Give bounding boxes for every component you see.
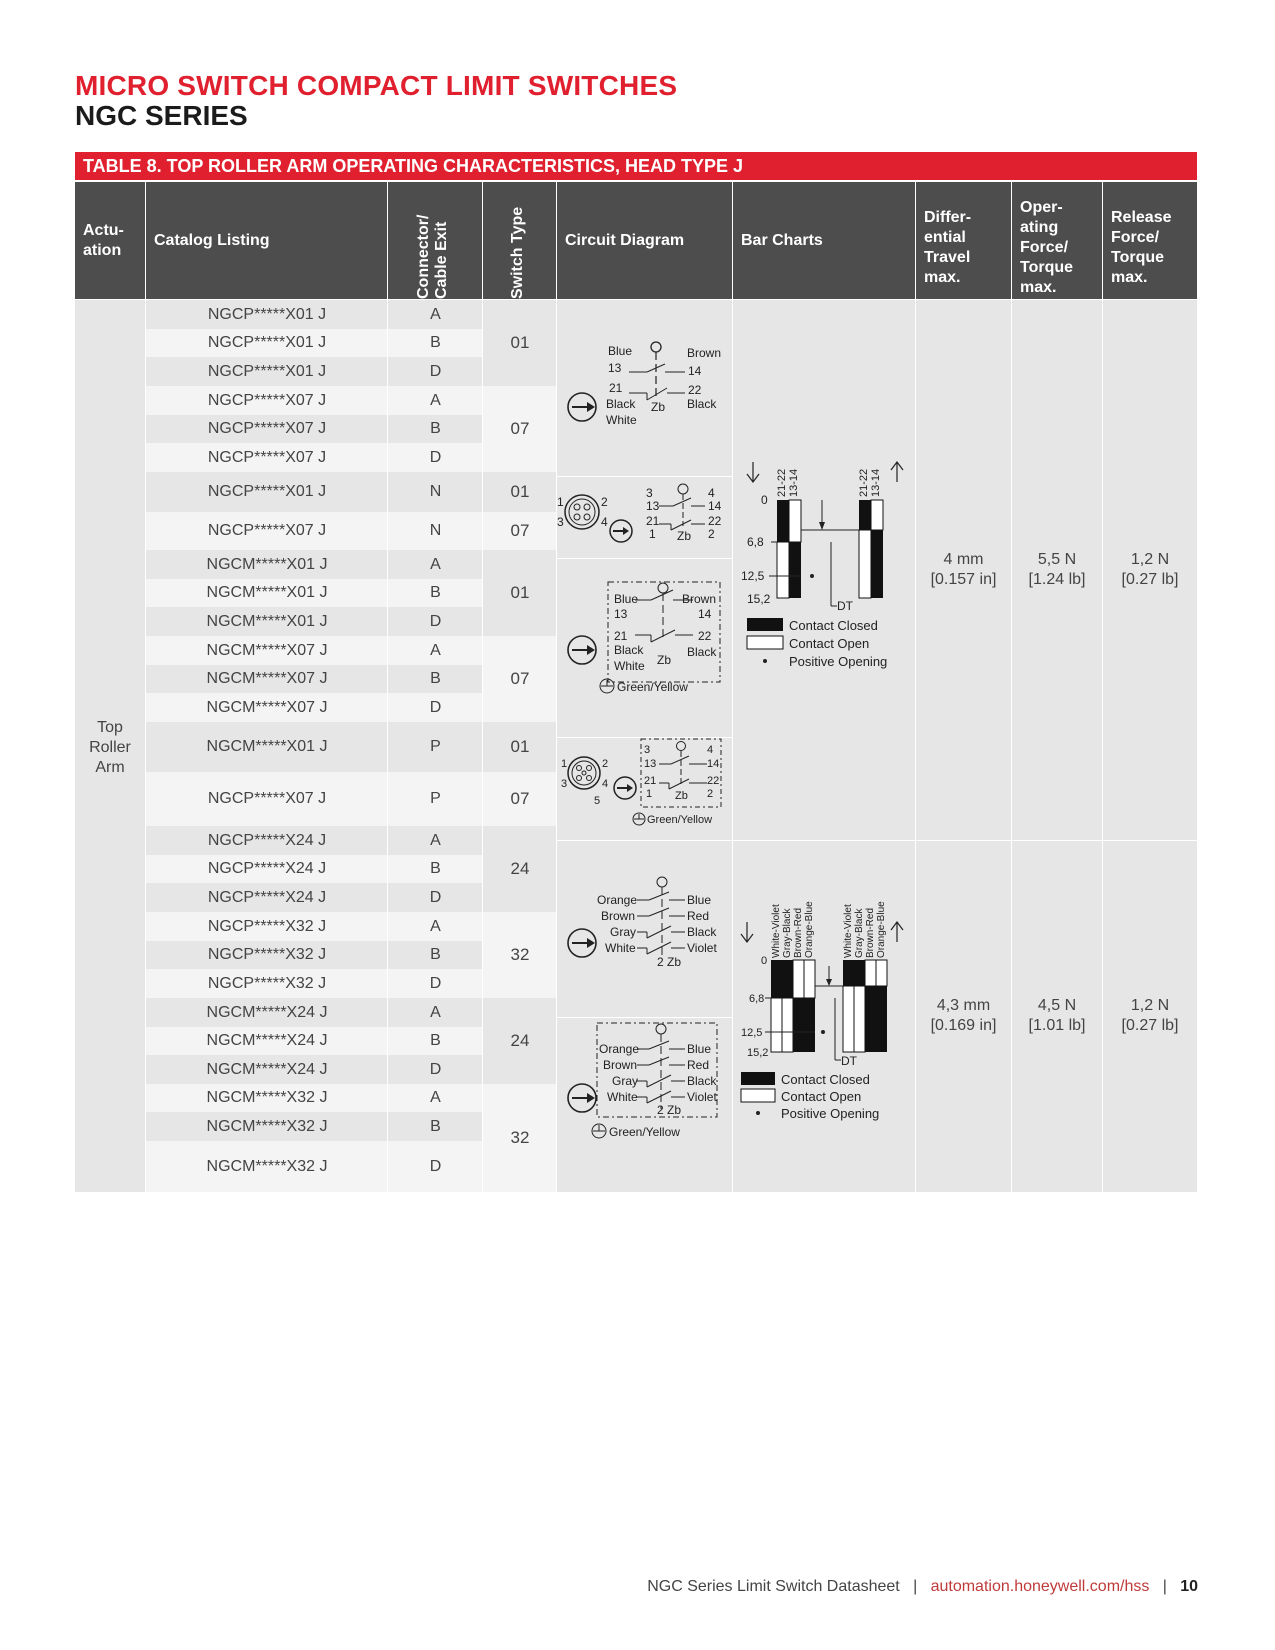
catalog-listing: NGCM*****X24 J — [206, 1060, 328, 1078]
catalog-listing: NGCP*****X07 J — [207, 391, 327, 409]
legend-closed-swatch — [747, 618, 783, 631]
release-g2-imperial: [0.27 lb] — [1121, 1017, 1179, 1034]
label-black: Black — [687, 1074, 717, 1088]
label-2zb: 2 Zb — [657, 955, 682, 969]
switch-type-value: 24 — [510, 1031, 530, 1050]
label-13: 13 — [646, 499, 660, 513]
col-header-circuit — [557, 182, 732, 299]
label-22: 22 — [698, 629, 712, 643]
switch-type-value: 01 — [510, 583, 530, 602]
diff-g2-imperial: [0.169 in] — [930, 1017, 997, 1034]
pin-3: 3 — [557, 515, 564, 529]
diff-g2-metric: 4,3 mm — [936, 997, 991, 1014]
catalog-listing: NGCP*****X01 J — [207, 483, 327, 500]
col-header-release — [1103, 182, 1197, 299]
page-subtitle: NGC SERIES — [75, 100, 248, 131]
footer-sep-2: | — [1162, 1578, 1167, 1595]
catalog-listing: NGCM*****X01 J — [206, 584, 328, 601]
catalog-listing: NGCM*****X32 J — [206, 1157, 328, 1175]
actuation-line1: Top — [97, 719, 123, 736]
label-white-violet-b: White-Violet — [843, 904, 854, 958]
col-header-actuation — [75, 182, 145, 299]
label-black: Black — [606, 397, 636, 411]
connector-code: D — [429, 448, 442, 466]
connector-code: D — [429, 1157, 442, 1175]
col-header-diff-l2: ential — [924, 228, 966, 246]
col-header-diff-l3: Travel — [924, 248, 971, 266]
connector-icon — [565, 495, 599, 529]
switch-type-value: 32 — [510, 1128, 530, 1147]
label-green-yellow: Green/Yellow — [647, 814, 713, 826]
separator — [1102, 300, 1103, 1192]
label-green-yellow: Green/Yellow — [609, 1125, 680, 1139]
label-21: 21 — [646, 514, 660, 528]
label-orange: Orange — [599, 1042, 640, 1056]
actuation-value — [75, 718, 145, 778]
oper-g1-imperial: [1.24 lb] — [1028, 571, 1086, 588]
legend-positive: Positive Opening — [781, 1106, 880, 1121]
connector-code: P — [430, 790, 441, 807]
connector-code: D — [429, 612, 442, 630]
connector-code: B — [430, 670, 441, 687]
col-header-catalog — [146, 182, 387, 299]
pin-4: 4 — [601, 515, 608, 529]
tick-15-2: 15,2 — [747, 592, 771, 606]
label-violet: Violet — [687, 1090, 717, 1104]
pin-2: 2 — [601, 495, 608, 509]
col-header-catalog-label: Catalog Listing — [154, 231, 270, 249]
release-force-group2 — [1103, 996, 1197, 1036]
label-21-22: 21-22 — [776, 468, 788, 497]
catalog-listing: NGCP*****X07 J — [207, 448, 327, 466]
legend-positive: Positive Opening — [789, 654, 888, 669]
catalog-listing: NGCP*****X32 J — [207, 974, 327, 992]
col-header-oper-l4: Torque — [1020, 258, 1074, 276]
col-header-connector-l2: Cable Exit — [433, 221, 450, 299]
separator — [145, 300, 146, 1192]
label-13-14-b: 13-14 — [870, 468, 882, 497]
label-zb: Zb — [651, 400, 666, 414]
label-1: 1 — [649, 527, 656, 541]
label-brown: Brown — [601, 909, 636, 923]
label-zb: Zb — [657, 653, 672, 667]
label-3: 3 — [644, 744, 651, 756]
col-header-diff — [916, 182, 1011, 299]
label-white-violet: White-Violet — [771, 904, 782, 958]
label-gray: Gray — [612, 1074, 639, 1088]
connector-code: P — [430, 738, 441, 755]
catalog-listing: NGCM*****X24 J — [206, 1003, 328, 1021]
connector-code: A — [430, 641, 441, 659]
switch-type-value: 24 — [510, 859, 530, 878]
label-black: Black — [687, 925, 717, 939]
col-header-circuit-label: Circuit Diagram — [565, 231, 685, 249]
col-header-actuation-l2: ation — [83, 241, 122, 259]
connector-code: B — [430, 334, 441, 351]
separator — [482, 300, 483, 1192]
pin-1: 1 — [561, 758, 568, 770]
legend-positive-dot — [756, 1111, 760, 1115]
bar-closed — [777, 500, 789, 542]
bar-open — [777, 542, 789, 598]
circuit-diagram-cable-01-07 — [557, 300, 732, 476]
catalog-listing: NGCP*****X24 J — [207, 860, 327, 877]
catalog-listing: NGCP*****X01 J — [207, 362, 327, 380]
bar-open — [859, 530, 871, 598]
label-brown: Brown — [603, 1058, 638, 1072]
col-header-bar — [733, 182, 915, 299]
connector-code: D — [429, 698, 442, 716]
col-header-connector — [388, 182, 482, 299]
catalog-listing: NGCM*****X07 J — [206, 698, 328, 716]
label-14: 14 — [688, 364, 702, 378]
col-header-release-l2: Force/ — [1111, 228, 1160, 246]
label-13: 13 — [608, 361, 622, 375]
connector-code: B — [430, 1117, 441, 1135]
col-header-release-l3: Torque — [1111, 248, 1165, 266]
connector-code: B — [430, 1032, 441, 1049]
col-header-switch-type-label: Switch Type — [508, 206, 526, 299]
pin-5: 5 — [594, 795, 601, 807]
bar-closed — [871, 530, 883, 598]
circuit-diagram-cable-24-32 — [557, 840, 732, 1017]
separator — [1011, 300, 1012, 1192]
connector-code: D — [429, 1060, 442, 1078]
label-black-2: Black — [687, 397, 717, 411]
legend-open-swatch — [747, 636, 783, 649]
circuit-diagram-connector-n — [557, 476, 732, 558]
pin-4: 4 — [602, 778, 609, 790]
label-gray-black-b: Gray-Black — [854, 908, 865, 958]
footer-doc-title: NGC Series Limit Switch Datasheet — [647, 1578, 900, 1595]
catalog-listing: NGCP*****X07 J — [207, 522, 327, 539]
label-14: 14 — [708, 499, 722, 513]
switch-type-value: 01 — [510, 333, 530, 352]
label-21: 21 — [644, 775, 657, 787]
label-14: 14 — [707, 758, 720, 770]
label-22: 22 — [707, 775, 720, 787]
pin-1: 1 — [557, 495, 564, 509]
label-black: Black — [614, 643, 644, 657]
label-13: 13 — [644, 758, 657, 770]
diff-travel-group1 — [916, 550, 1011, 590]
tick-0: 0 — [761, 493, 768, 507]
bar-open — [871, 500, 883, 530]
connector-code: B — [430, 946, 441, 963]
bar-open — [789, 500, 801, 542]
catalog-listing: NGCM*****X01 J — [206, 738, 328, 755]
legend-closed: Contact Closed — [781, 1072, 870, 1087]
label-brown-red-b: Brown-Red — [865, 907, 876, 958]
catalog-listing: NGCP*****X24 J — [207, 888, 327, 906]
label-orange-blue-b: Orange-Blue — [876, 901, 887, 958]
catalog-listing: NGCM*****X24 J — [206, 1032, 328, 1049]
switch-type-value: 32 — [510, 945, 530, 964]
col-header-oper-l1: Oper- — [1020, 198, 1063, 216]
label-22: 22 — [708, 514, 722, 528]
connector-code: A — [430, 555, 441, 573]
page-title: MICRO SWITCH COMPACT LIMIT SWITCHES — [75, 70, 678, 101]
connector-code: A — [430, 1003, 441, 1021]
connector-code: B — [430, 584, 441, 601]
diff-travel-group2 — [916, 996, 1011, 1036]
col-header-diff-l4: max. — [924, 268, 961, 286]
label-blue: Blue — [614, 592, 639, 606]
pin-3: 3 — [561, 778, 568, 790]
label-blue: Blue — [687, 893, 712, 907]
col-header-diff-l1: Differ- — [924, 208, 972, 226]
tick-0: 0 — [761, 955, 768, 967]
connector-icon — [568, 757, 600, 789]
col-header-release-l4: max. — [1111, 268, 1148, 286]
catalog-listing: NGCM*****X32 J — [206, 1089, 328, 1106]
catalog-listing: NGCP*****X01 J — [207, 305, 327, 323]
label-zb: Zb — [675, 790, 688, 802]
release-force-group1 — [1103, 550, 1197, 590]
label-13: 13 — [614, 607, 628, 621]
tick-12-5: 12,5 — [741, 569, 765, 583]
catalog-listing: NGCP*****X32 J — [207, 917, 327, 935]
legend-open: Contact Open — [789, 636, 870, 651]
tick-12-5: 12,5 — [741, 1027, 763, 1039]
label-2: 2 — [707, 788, 714, 800]
switch-type-value: 01 — [510, 737, 530, 756]
release-g1-imperial: [0.27 lb] — [1121, 571, 1179, 588]
connector-code: B — [430, 860, 441, 877]
label-blue: Blue — [687, 1042, 712, 1056]
release-g1-metric: 1,2 N — [1130, 551, 1170, 568]
connector-code: A — [430, 917, 441, 935]
circuit-diagram-ground-01-07 — [557, 558, 732, 737]
oper-force-group2 — [1012, 996, 1102, 1036]
label-brown: Brown — [687, 346, 722, 360]
label-gray-black: Gray-Black — [782, 908, 793, 958]
actuation-line2: Roller — [89, 739, 131, 756]
footer-link[interactable]: automation.honeywell.com/hss — [930, 1578, 1150, 1595]
bar-closed — [859, 500, 871, 530]
col-header-actuation-l1: Actu- — [83, 221, 124, 239]
separator — [387, 300, 388, 1192]
connector-code: A — [430, 305, 441, 323]
legend-positive-dot — [763, 659, 767, 663]
label-21: 21 — [614, 629, 628, 643]
circuit-diagram-connector-p — [557, 737, 732, 840]
col-header-switch-type — [483, 182, 556, 299]
pin-2: 2 — [602, 758, 609, 770]
label-4: 4 — [707, 744, 714, 756]
connector-code: B — [430, 420, 441, 437]
label-violet: Violet — [687, 941, 717, 955]
catalog-listing: NGCP*****X32 J — [207, 946, 327, 963]
col-header-oper-l5: max. — [1020, 278, 1057, 296]
footer-sep: | — [913, 1578, 918, 1595]
connector-code: A — [430, 831, 441, 849]
release-g2-metric: 1,2 N — [1130, 997, 1170, 1014]
oper-g2-metric: 4,5 N — [1037, 997, 1077, 1014]
label-2zb: 2 Zb — [657, 1103, 682, 1117]
switch-type-value: 07 — [510, 419, 530, 438]
label-white: White — [607, 1090, 638, 1104]
bar-chart-group1 — [733, 300, 915, 840]
oper-g1-metric: 5,5 N — [1037, 551, 1077, 568]
catalog-listing: NGCM*****X01 J — [206, 555, 328, 573]
table-title: TABLE 8. TOP ROLLER ARM OPERATING CHARACTERISTICS, HEAD TYPE J — [75, 152, 1197, 180]
label-3: 3 — [646, 486, 653, 500]
connector-code: D — [429, 888, 442, 906]
catalog-listing: NGCP*****X07 J — [207, 790, 327, 807]
label-dt: DT — [837, 599, 853, 613]
tick-6-8: 6,8 — [749, 993, 765, 1005]
connector-code: A — [430, 1089, 441, 1106]
label-dt: DT — [841, 1054, 857, 1068]
oper-g2-imperial: [1.01 lb] — [1028, 1017, 1086, 1034]
catalog-listing: NGCP*****X07 J — [207, 420, 327, 437]
catalog-listing: NGCP*****X24 J — [207, 831, 327, 849]
catalog-listing: NGCM*****X32 J — [206, 1117, 328, 1135]
label-orange: Orange — [597, 893, 638, 907]
col-header-oper — [1012, 182, 1102, 299]
label-14: 14 — [698, 607, 712, 621]
label-2: 2 — [708, 527, 715, 541]
label-orange-blue: Orange-Blue — [804, 901, 815, 958]
switch-type-value: 01 — [510, 482, 530, 501]
circuit-diagram-ground-24-32 — [557, 1017, 732, 1192]
switch-type-value: 07 — [510, 789, 530, 808]
legend-closed-swatch — [741, 1072, 775, 1085]
separator — [915, 300, 916, 1192]
label-white: White — [606, 413, 637, 427]
connector-code: N — [429, 483, 442, 500]
switch-type-value: 07 — [510, 669, 530, 688]
col-header-release-l1: Release — [1111, 208, 1172, 226]
label-21-22-b: 21-22 — [858, 468, 870, 497]
actuation-line3: Arm — [95, 759, 125, 776]
connector-code: N — [429, 522, 442, 539]
label-white: White — [614, 659, 645, 673]
legend-closed: Contact Closed — [789, 618, 878, 633]
label-4: 4 — [708, 486, 715, 500]
switch-type-value: 07 — [510, 521, 530, 540]
label-22: 22 — [688, 383, 702, 397]
catalog-listing: NGCM*****X07 J — [206, 670, 328, 687]
label-green-yellow: Green/Yellow — [617, 680, 688, 694]
oper-force-group1 — [1012, 550, 1102, 590]
col-header-oper-l2: ating — [1020, 218, 1059, 236]
tick-15-2: 15,2 — [747, 1047, 769, 1059]
label-brown: Brown — [682, 592, 717, 606]
footer — [0, 1578, 1198, 1596]
label-red: Red — [687, 909, 710, 923]
catalog-listing: NGCM*****X01 J — [206, 612, 328, 630]
diff-g1-metric: 4 mm — [943, 551, 984, 568]
bar-closed — [789, 542, 801, 598]
legend-open-swatch — [741, 1089, 775, 1102]
label-brown-red: Brown-Red — [793, 907, 804, 958]
col-header-oper-l3: Force/ — [1020, 238, 1069, 256]
label-gray: Gray — [610, 925, 637, 939]
label-13-14: 13-14 — [788, 468, 800, 497]
connector-code: D — [429, 362, 442, 380]
label-1: 1 — [646, 788, 653, 800]
label-black-2: Black — [687, 645, 717, 659]
footer-page-number: 10 — [1180, 1578, 1198, 1595]
bar-chart-group2 — [733, 840, 915, 1192]
label-zb: Zb — [677, 529, 692, 543]
label-blue: Blue — [608, 344, 633, 358]
catalog-listing: NGCP*****X01 J — [207, 334, 327, 351]
label-red: Red — [687, 1058, 710, 1072]
label-white: White — [605, 941, 636, 955]
legend-open: Contact Open — [781, 1089, 862, 1104]
connector-code: D — [429, 974, 442, 992]
label-21: 21 — [609, 381, 623, 395]
col-header-connector-l1: Connector/ — [415, 214, 432, 299]
tick-6-8: 6,8 — [747, 535, 764, 549]
connector-code: A — [430, 391, 441, 409]
diff-g1-imperial: [0.157 in] — [930, 571, 997, 588]
catalog-listing: NGCM*****X07 J — [206, 641, 328, 659]
col-header-bar-label: Bar Charts — [741, 231, 823, 249]
